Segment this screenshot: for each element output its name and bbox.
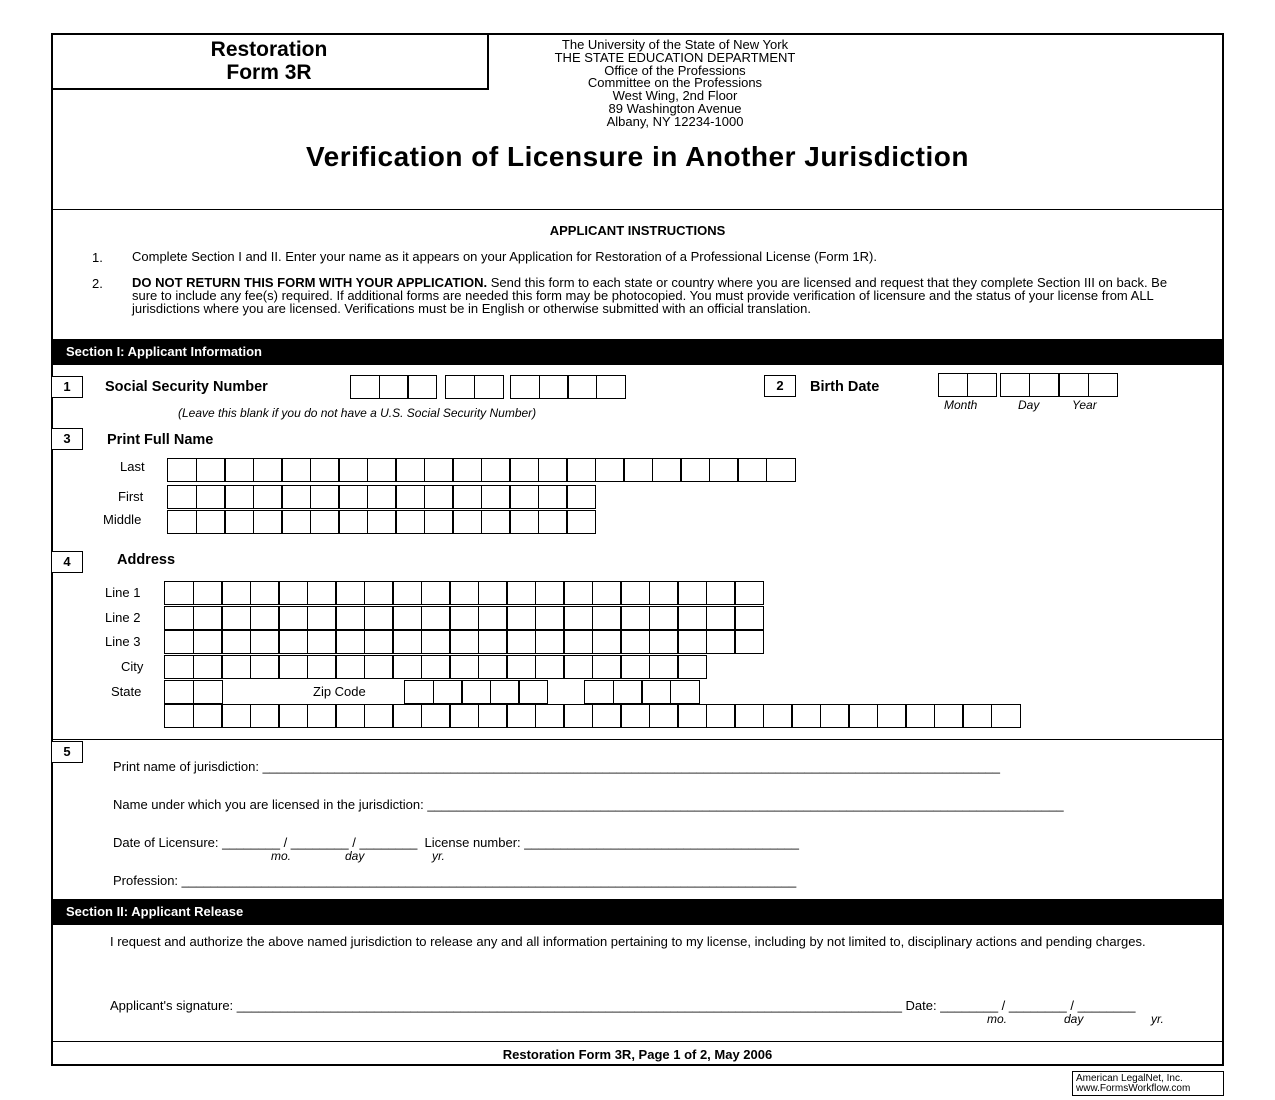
- day-caption: day: [345, 849, 365, 863]
- page-title: Verification of Licensure in Another Jurisdiction: [306, 141, 969, 172]
- agency-address: [475, 39, 875, 129]
- first-name-input[interactable]: [167, 485, 595, 509]
- city-label: City: [121, 659, 144, 674]
- birth-day-input[interactable]: [1000, 373, 1057, 397]
- divider: [51, 1041, 1224, 1042]
- last-name-label: Last: [120, 459, 145, 474]
- jurisdiction-name-field[interactable]: Print name of jurisdiction: ______________________________________________________________________________________________________: [113, 759, 1001, 774]
- form-id-box: [51, 33, 489, 90]
- section-1-header: Section I: Applicant Information: [51, 339, 1224, 365]
- divider: [51, 209, 1224, 210]
- release-text: I request and authorize the above named jurisdiction to release any and all information pertaining to my license, including by not limited to, disciplinary actions and pending charges.: [110, 934, 1146, 949]
- line2-label: Line 2: [105, 610, 141, 625]
- address-line1-input[interactable]: [164, 581, 763, 605]
- agency-line: Committee on the Professions: [587, 75, 763, 91]
- field-number: 1: [51, 376, 83, 398]
- mo-caption: mo.: [987, 1012, 1008, 1026]
- birth-date-label: Birth Date: [810, 379, 880, 395]
- zip-extension-input[interactable]: [584, 680, 698, 704]
- ssn-note: (Leave this blank if you do not have a U.S. Social Security Number): [178, 406, 537, 420]
- day-caption: Day: [1018, 398, 1040, 412]
- address-extra-input[interactable]: [164, 704, 1019, 728]
- state-input[interactable]: [164, 680, 221, 704]
- signature-field[interactable]: Applicant's signature: ____________________________________________________________________________________________ Date: ________ / ________ / ________: [110, 998, 1136, 1013]
- yr-caption: yr.: [1151, 1012, 1164, 1026]
- state-label: State: [111, 684, 142, 699]
- zip-label: Zip Code: [313, 684, 366, 699]
- address-label: Address: [117, 552, 176, 568]
- divider: [51, 739, 1224, 740]
- zip-input[interactable]: [404, 680, 547, 704]
- form-name-line2: Form 3R: [226, 61, 312, 84]
- agency-line: 89 Washington Avenue: [608, 100, 742, 116]
- month-caption: Month: [944, 398, 978, 412]
- licensure-date-field[interactable]: Date of Licensure: ________ / ________ / ________ License number: ______________________________________: [113, 835, 799, 850]
- field-number: 5: [51, 741, 83, 763]
- ssn-label: Social Security Number: [105, 379, 268, 395]
- mo-caption: mo.: [271, 849, 292, 863]
- credit-line: American LegalNet, Inc.: [1076, 1073, 1183, 1084]
- field-number: 3: [51, 428, 83, 450]
- ssn-area-input[interactable]: [350, 375, 436, 399]
- first-name-label: First: [118, 489, 144, 504]
- full-name-label: Print Full Name: [107, 432, 214, 448]
- yr-caption: yr.: [432, 849, 445, 863]
- year-caption: Year: [1072, 398, 1097, 412]
- middle-name-input[interactable]: [167, 510, 595, 534]
- agency-line: Office of the Professions: [604, 62, 746, 78]
- publisher-credit: [1072, 1071, 1224, 1096]
- instruction-text: [132, 276, 1192, 315]
- agency-line: Albany, NY 12234-1000: [606, 113, 744, 129]
- section-2-header: Section II: Applicant Release: [51, 899, 1224, 925]
- last-name-input[interactable]: [167, 458, 794, 482]
- form-name-line1: Restoration: [210, 38, 328, 61]
- profession-field[interactable]: Profession: _____________________________________________________________________________________: [113, 873, 797, 888]
- city-input[interactable]: [164, 655, 706, 679]
- instruction-number: 1.: [92, 250, 103, 265]
- page-footer: Restoration Form 3R, Page 1 of 2, May 2006: [502, 1047, 773, 1062]
- instruction-text: Complete Section I and II. Enter your name as it appears on your Application for Restoration of a Professional License (Form 1R).: [132, 249, 877, 264]
- agency-line: The University of the State of New York: [561, 37, 789, 52]
- line3-label: Line 3: [105, 634, 141, 649]
- agency-line: THE STATE EDUCATION DEPARTMENT: [554, 49, 796, 65]
- birth-month-input[interactable]: [938, 373, 995, 397]
- ssn-group-input[interactable]: [445, 375, 502, 399]
- middle-name-label: Middle: [103, 512, 142, 527]
- credit-line: www.FormsWorkflow.com: [1076, 1083, 1191, 1094]
- ssn-serial-input[interactable]: [510, 375, 624, 399]
- instruction-bold: DO NOT RETURN THIS FORM WITH YOUR APPLICATION.: [132, 275, 488, 290]
- birth-year-input[interactable]: [1059, 373, 1116, 397]
- field-number: 4: [51, 551, 83, 573]
- address-line2-input[interactable]: [164, 606, 763, 630]
- instruction-body: Send this form to each state or country where you are licensed and request that they complete Section III on back. Be sure to include any fee(s) required. If additional forms are needed this form may be photocopied. You must provide verification of licensure and the status of your license from ALL jurisdictions where you are licensed. Verifications must be in English or otherwise submitted with an official translation.: [132, 275, 1168, 316]
- licensed-name-field[interactable]: Name under which you are licensed in the jurisdiction: ________________________________________________________________________________________: [113, 797, 1064, 812]
- address-line3-input[interactable]: [164, 630, 763, 654]
- instruction-number: 2.: [92, 276, 103, 291]
- field-number: 2: [764, 375, 796, 397]
- instructions-heading: APPLICANT INSTRUCTIONS: [549, 223, 726, 238]
- agency-line: West Wing, 2nd Floor: [612, 88, 738, 104]
- line1-label: Line 1: [105, 585, 141, 600]
- day-caption: day: [1064, 1012, 1084, 1026]
